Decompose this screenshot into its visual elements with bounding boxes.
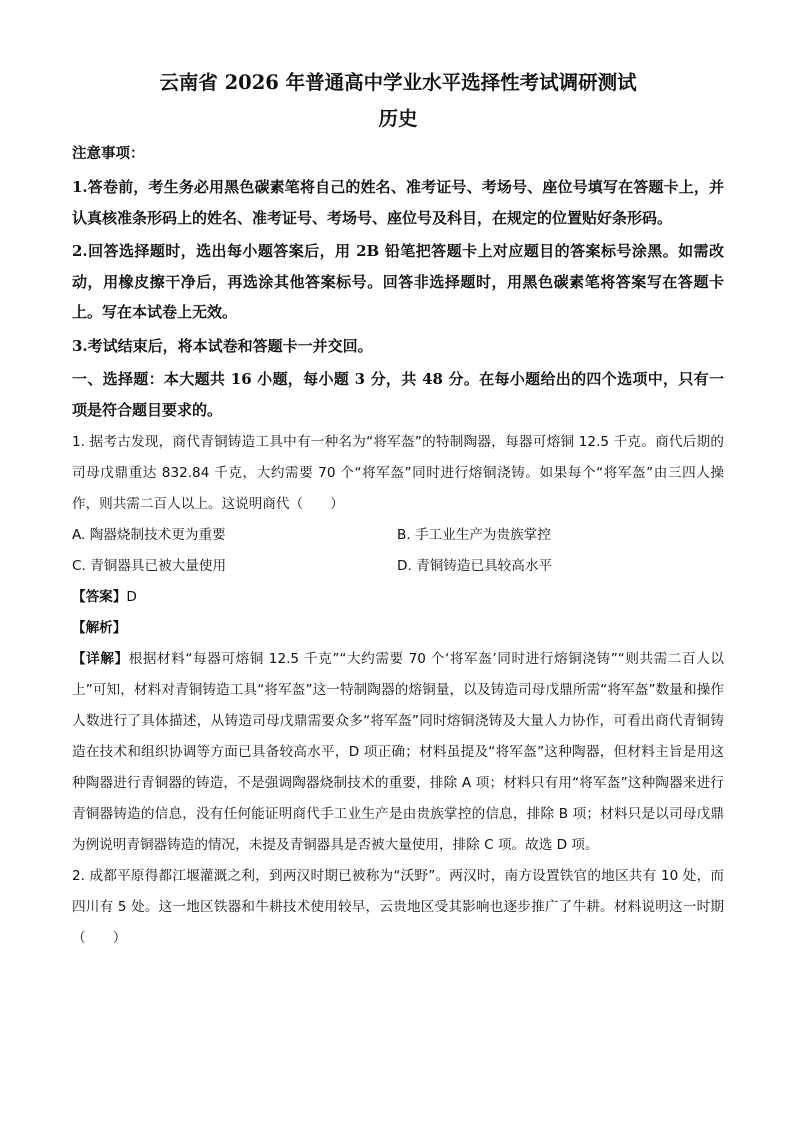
exam-title: 云南省 2026 年普通高中学业水平选择性考试调研测试: [159, 71, 637, 94]
notice-item-1: 1.答卷前，考生务必用黑色碳素笔将自己的姓名、准考证号、考场号、座位号填写在答题卡上，并认真核准条形码上的姓名、准考证号、考场号、座位号及科目，在规定的位置贴好条形码。: [72, 178, 724, 227]
section-heading: 一、选择题：本大题共 16 小题，每小题 3 分，共 48 分。在每小题给出的四个选项中，只有一项是符合题目要求的。: [72, 370, 724, 419]
notice-heading: 注意事项：: [72, 145, 145, 162]
option-d: D. 青铜铸造已具较高水平: [397, 558, 553, 574]
option-c: C. 青铜器具已被大量使用: [72, 558, 227, 574]
subject-title: 历史: [378, 107, 418, 130]
answer-tag: 【答案】: [72, 589, 127, 605]
notice-item-2: 2.回答选择题时，选出每小题答案后，用 2B 铅笔把答题卡上对应题目的答案标号涂黑。如需改动，用橡皮擦干净后，再选涂其他答案标号。回答非选择题时，用黑色碳素笔将答案写在答题卡上。写在本试卷上无效。: [72, 242, 724, 321]
answer-line: [72, 582, 724, 613]
detail-text: 根据材料“每器可熔铜 12.5 千克”“大约需要 70 个‘将军盔’同时进行熔铜浇铸”“则共需二百人以上”可知，材料对青铜铸造工具“将军盔”这一特制陶器的熔铜量，以及铸造司母戊鼎所需“将军盔”数量和操作人数进行了具体描述，从铸造司母戊鼎需要众多“将军盔”同时熔铜浇铸及大量人力协作，可看出商代青铜铸造在技术和组织协调等方面已具备较高水平，D 项正确；材料虽提及“将军盔”这种陶器，但材料主旨是用这种陶器进行青铜器的铸造，不是强调陶器烧制技术的重要，排除 A 项；材料只有用“将军盔”这种陶器来进行青铜器铸造的信息，没有任何能证明商代手工业生产是由贵族掌控的信息，排除 B 项；材料只是以司母戊鼎为例说明青铜器铸造的情况，未提及青铜器具是否被大量使用，排除 C 项。故选 D 项。: [72, 651, 725, 853]
question-1-stem: 1. 据考古发现，商代青铜铸造工具中有一种名为“将军盔”的特制陶器，每器可熔铜 12.5 千克。商代后期的司母戊鼎重达 832.84 千克，大约需要 70 个“将军盔”同时进行熔铜浇铸。如果每个“将军盔”由三四人操作，则共需二百人以上。这说明商代（ ）: [72, 434, 724, 512]
detail-paragraph: [72, 644, 724, 861]
option-a: A. 陶器烧制技术更为重要: [72, 527, 226, 543]
detail-tag: 【详解】: [72, 651, 129, 667]
question-1-options: [72, 520, 724, 582]
exam-page: [72, 66, 724, 954]
analysis-tag: 【解析】: [72, 620, 127, 636]
analysis-line: [72, 613, 724, 644]
answer-value: D: [126, 589, 137, 605]
option-b: B. 手工业生产为贵族掌控: [397, 527, 551, 543]
notice-item-3: 3.考试结束后，将本试卷和答题卡一并交回。: [72, 336, 373, 355]
question-2-stem: 2. 成都平原得都江堰灌溉之利，到两汉时期已被称为“沃野”。两汉时，南方设置铁官的地区共有 10 处，而四川有 5 处。这一地区铁器和牛耕技术使用较早，云贵地区受其影响也逐步推广了牛耕。材料说明这一时期（ ）: [72, 868, 724, 946]
